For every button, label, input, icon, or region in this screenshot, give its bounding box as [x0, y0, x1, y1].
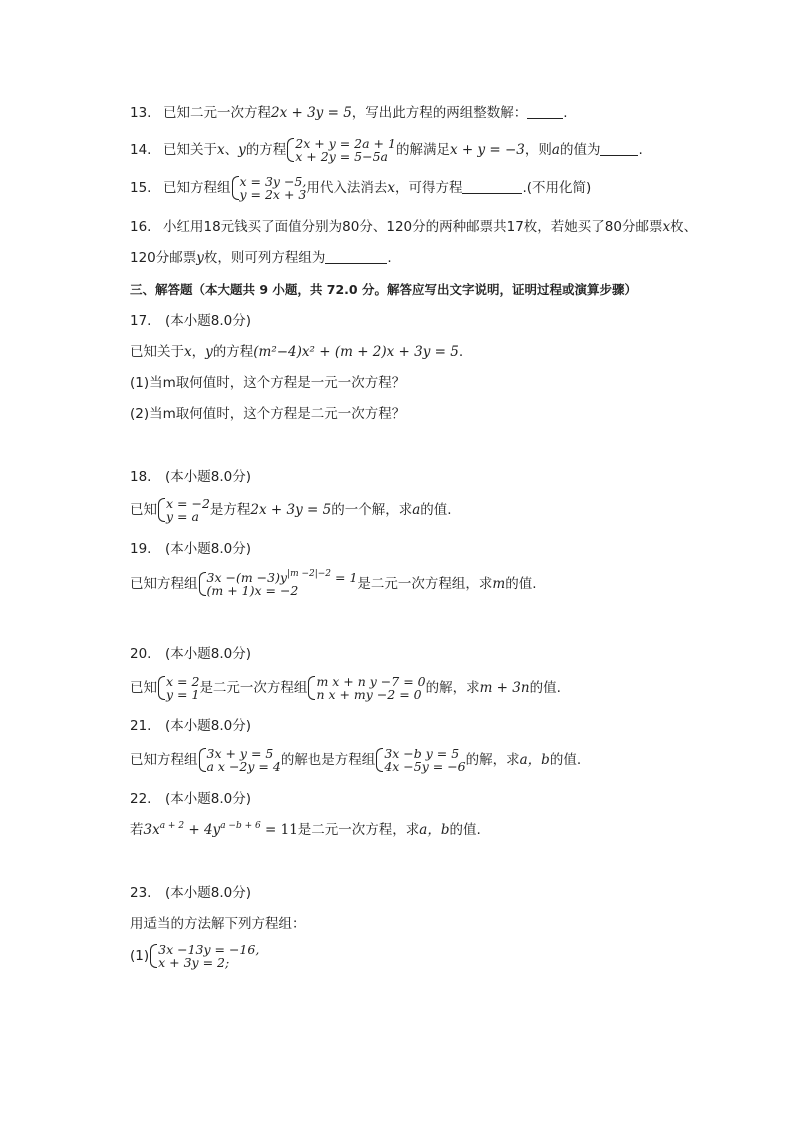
answer-blank[interactable]	[600, 143, 638, 156]
question-text: .(不用化简)	[522, 180, 592, 196]
equation-part: = 11	[260, 822, 298, 838]
part-label: (1)	[130, 948, 150, 964]
question-23-part1	[130, 943, 259, 969]
exponent: a + 2	[159, 821, 185, 831]
question-text: 已知	[130, 502, 157, 518]
variable: x	[217, 142, 225, 158]
variables: a，b	[519, 752, 550, 768]
question-23-header: 23. (本小题8.0分)	[130, 885, 251, 901]
exponent: |m −2|−2	[287, 569, 332, 579]
equation-system	[231, 175, 307, 201]
equation: x + 2y = 5−5a	[295, 149, 389, 164]
equation-system	[198, 747, 281, 773]
question-22-body	[130, 820, 481, 840]
equation: (m + 1)x = −2	[206, 583, 299, 598]
question-text: 的值.	[505, 576, 537, 592]
equation: 3x + y = 5	[206, 746, 274, 761]
answer-blank[interactable]	[527, 106, 563, 119]
equation: a x −2y = 4	[206, 759, 281, 774]
punctuation: 、	[224, 142, 239, 158]
question-22-header: 22. (本小题8.0分)	[130, 791, 251, 807]
question-number: 14.	[130, 142, 152, 158]
equation-system	[157, 675, 199, 701]
variable: y	[196, 250, 204, 266]
punctuation: .	[638, 142, 643, 158]
question-text: 的解，求	[465, 752, 520, 768]
question-16-line2	[130, 248, 392, 268]
variable: x	[184, 344, 192, 360]
question-17-body	[130, 342, 463, 362]
question-text: 已知方程组	[130, 752, 198, 768]
variable: x	[662, 219, 671, 235]
question-13	[130, 103, 568, 123]
equation: x = 2	[166, 674, 200, 689]
question-text: 的值.	[549, 752, 582, 768]
equation: x = −2	[166, 496, 210, 511]
equation: x + 3y = 2;	[158, 955, 230, 970]
question-text: 的解满足	[395, 142, 450, 158]
equation: y = 2x + 3	[239, 187, 307, 202]
question-text: 的值.	[449, 822, 481, 838]
question-21-header: 21. (本小题8.0分)	[130, 718, 251, 734]
question-14	[130, 137, 643, 163]
equation: m x + n y −7 = 0	[316, 674, 426, 689]
answer-blank[interactable]	[462, 181, 522, 194]
variables: a，b	[419, 822, 450, 838]
equation: x = 3y −5,	[239, 174, 307, 189]
punctuation: .	[387, 250, 392, 266]
question-text: ，则	[524, 142, 552, 158]
question-text: 小红用18元钱买了面值分别为80分、120分的两种邮票共17枚，若她买了80分邮票	[163, 219, 663, 235]
equation-system	[149, 943, 259, 969]
equation: (m²−4)x² + (m + 2)x + 3y = 5	[253, 344, 459, 360]
question-18-header: 18. (本小题8.0分)	[130, 469, 251, 485]
equation-part: = 1	[331, 570, 358, 585]
equation: x + y = −3	[449, 142, 525, 158]
question-17-part1: (1)当m取何值时，这个方程是一元一次方程？	[130, 375, 406, 391]
question-19-body	[130, 569, 537, 599]
question-text: 用代入法消去	[306, 180, 388, 196]
question-text: 的一个解，求	[331, 502, 413, 518]
question-text: 枚、	[670, 219, 698, 235]
equation-system	[307, 675, 425, 701]
equation: 3x −13y = −16,	[158, 942, 260, 957]
expression: m + 3n	[479, 680, 530, 696]
question-17-header: 17. (本小题8.0分)	[130, 313, 251, 329]
equation-part: 3x	[143, 822, 160, 838]
question-text: 已知关于	[163, 142, 217, 158]
question-19-header: 19. (本小题8.0分)	[130, 541, 251, 557]
question-text: 的值为	[559, 142, 601, 158]
question-text: 已知方程组	[130, 576, 198, 592]
punctuation: ，	[191, 344, 206, 360]
question-text: 是方程	[209, 502, 251, 518]
question-number: 15.	[130, 180, 152, 196]
equation: 3x −b y = 5	[384, 746, 460, 761]
question-text: 的解，求	[425, 680, 480, 696]
question-text: 已知方程组	[163, 180, 231, 196]
question-text: 是二元一次方程组，求	[357, 576, 493, 592]
question-text: ，写出此方程的两组整数解：	[351, 105, 528, 121]
question-17-part2: (2)当m取何值时，这个方程是二元一次方程？	[130, 406, 406, 422]
equation: y = 1	[166, 687, 200, 702]
question-text: 已知	[130, 680, 157, 696]
equation: 2x + y = 2a + 1	[295, 136, 396, 151]
question-number: 13.	[130, 105, 152, 121]
question-20-header: 20. (本小题8.0分)	[130, 646, 251, 662]
question-20-body	[130, 675, 561, 701]
equation-system	[198, 571, 358, 597]
exponent: a −b + 6	[220, 821, 261, 831]
question-text: 已知关于	[130, 344, 184, 360]
equation-system	[286, 137, 396, 163]
equation-part: + 4y	[184, 822, 221, 838]
variable: a	[551, 142, 560, 158]
equation: 2x + 3y = 5	[271, 105, 352, 121]
equation: n x + my −2 = 0	[316, 687, 422, 702]
question-18-body	[130, 497, 452, 523]
variable: m	[492, 576, 506, 592]
question-text: 的值.	[529, 680, 561, 696]
question-16-line1	[130, 217, 697, 237]
equation: y = a	[166, 509, 199, 524]
question-text: 120分邮票	[130, 250, 197, 266]
variable: a	[412, 502, 421, 518]
variable: x	[387, 180, 395, 196]
variable: y	[205, 344, 213, 360]
question-text: 的解也是方程组	[280, 752, 376, 768]
question-21-body	[130, 747, 581, 773]
equation-part: 3x −(m −3)y	[206, 570, 288, 585]
equation-system	[157, 497, 210, 523]
question-text: 是二元一次方程，求	[297, 822, 420, 838]
question-text: 若	[130, 822, 144, 838]
question-15	[130, 175, 591, 201]
equation: 4x −5y = −6	[384, 759, 466, 774]
question-text: 是二元一次方程组	[199, 680, 308, 696]
question-text: 的方程	[212, 344, 254, 360]
question-text: 的方程	[245, 142, 287, 158]
question-23-body: 用适当的方法解下列方程组：	[130, 916, 306, 932]
question-text: 的值.	[420, 502, 452, 518]
section-title: 三、解答题（本大题共 9 小题，共 72.0 分。解答应写出文字说明，证明过程或演算步骤）	[130, 282, 637, 297]
question-text: ，可得方程	[394, 180, 463, 196]
question-text: 已知二元一次方程	[163, 105, 271, 121]
answer-blank[interactable]	[325, 251, 387, 264]
question-number: 16.	[130, 219, 152, 235]
question-text: 枚，则可列方程组为	[203, 250, 326, 266]
variable: y	[238, 142, 246, 158]
punctuation: .	[563, 105, 568, 121]
equation: 2x + 3y = 5	[250, 502, 332, 518]
punctuation: .	[458, 344, 464, 360]
equation-system	[375, 747, 465, 773]
